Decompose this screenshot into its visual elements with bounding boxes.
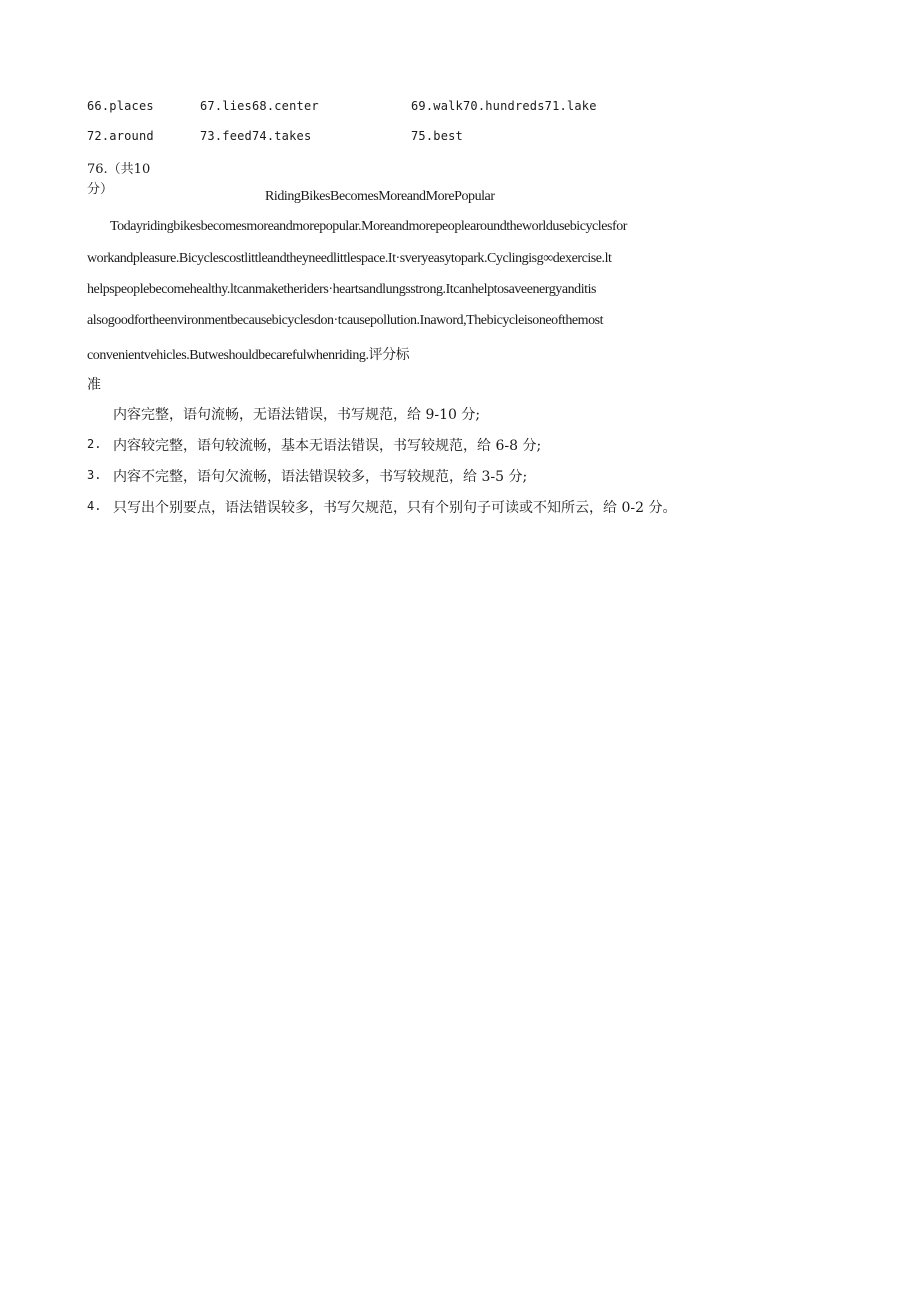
essay-line-3: helpspeoplebecomehealthy.ltcanmaketheriders·heartsandlungsstrong.Itcanhelptosaveenergyanditis	[87, 282, 597, 297]
criterion-4-text: 只写出个别要点，语法错误较多，书写欠规范，只有个别句子可读或不知所云，给 0-2 分。	[113, 500, 677, 516]
essay-line-5: convenientvehicles.Butweshouldbecarefulwhenriding.评分标	[87, 348, 410, 363]
criterion-1-text: 内容完整，语句流畅，无语法错误，书写规范，给 9-10 分;	[113, 407, 481, 423]
answer-73-74: 73.feed74.takes	[200, 129, 312, 143]
essay-title: RidingBikesBecomesMoreandMorePopular	[265, 189, 495, 204]
answer-69-71: 69.walk70.hundreds71.lake	[411, 99, 597, 113]
essay-line-4: alsogoodfortheenvironmentbecausebicyclesdon·tcausepollution.Inaword,Thebicycleisoneofthemost	[87, 313, 604, 328]
writing-heading-line2: 分）	[87, 182, 114, 197]
essay-line-1: Todayridingbikesbecomesmoreandmorepopular.Moreandmorepeoplearoundtheworldusebicyclesfor	[110, 219, 627, 234]
criterion-3-number: 3.	[87, 468, 102, 482]
criterion-2-number: 2.	[87, 437, 102, 451]
writing-heading-line1: 76.（共10	[87, 162, 151, 177]
criterion-3-text: 内容不完整，语句欠流畅，语法错误较多，书写较规范，给 3-5 分;	[113, 469, 528, 485]
criterion-2-text: 内容较完整，语句较流畅，基本无语法错误，书写较规范，给 6-8 分;	[113, 438, 542, 454]
essay-line-2: workandpleasure.Bicyclescostlittleandtheyneedlittlespace.It·sveryeasytopark.Cyclingisg∞dexercise.lt	[87, 251, 612, 266]
answer-75: 75.best	[411, 129, 463, 143]
answer-67-68: 67.lies68.center	[200, 99, 319, 113]
answer-66: 66.places	[87, 99, 154, 113]
criterion-4-number: 4.	[87, 499, 102, 513]
essay-line-6: 准	[87, 377, 101, 393]
answer-72: 72.around	[87, 129, 154, 143]
